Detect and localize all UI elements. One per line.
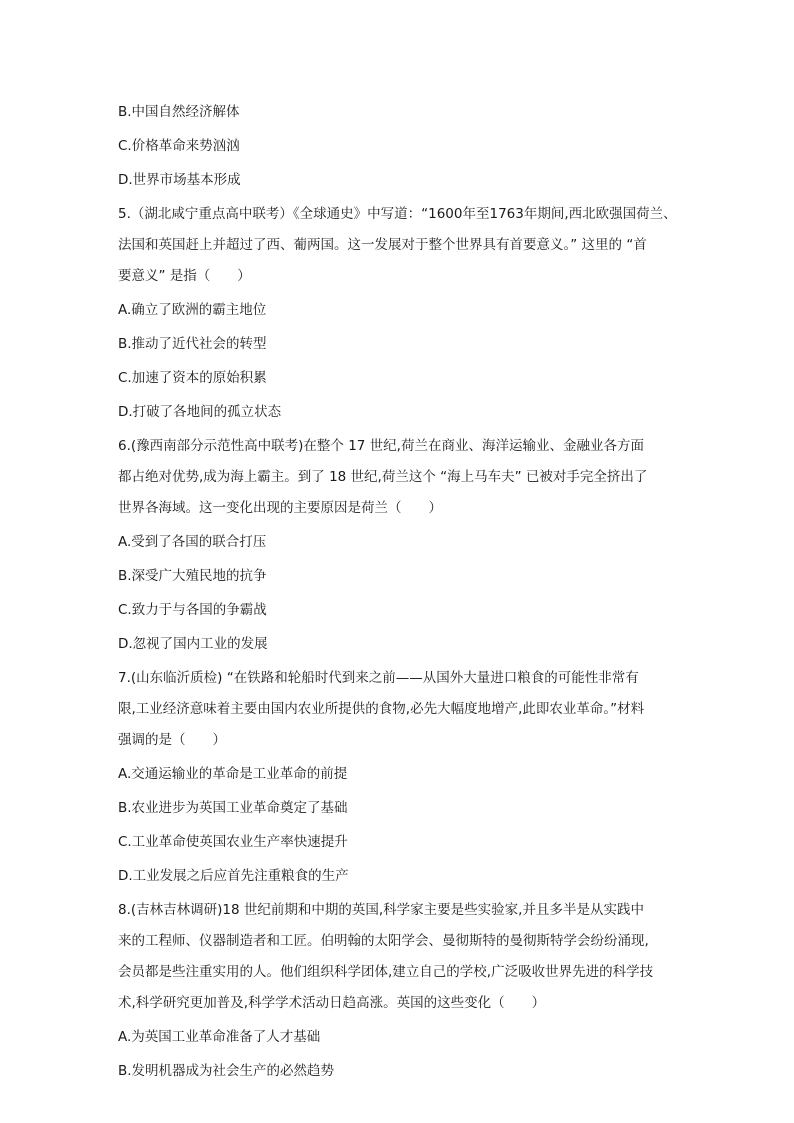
q8-stem-line-3: 会员都是些注重实用的人。他们组织科学团体,建立自己的学校,广泛吸收世界先进的科学技 xyxy=(118,964,654,980)
q5-stem-line-2: 法国和英国赶上并超过了西、葡两国。这一发展对于整个世界具有首要意义。” 这里的 “首 xyxy=(118,237,647,253)
q6-option-d: D.忽视了国内工业的发展 xyxy=(118,636,268,652)
q6-option-b: B.深受广大殖民地的抗争 xyxy=(118,568,267,584)
q6-stem-line-3: 世界各海域。这一变化出现的主要原因是荷兰（ ） xyxy=(118,500,442,516)
q8-stem-line-2: 来的工程师、仪器制造者和工匠。伯明翰的太阳学会、曼彻斯特的曼彻斯特学会纷纷涌现, xyxy=(118,933,649,949)
q7-stem-line-3: 强调的是（ ） xyxy=(118,732,226,748)
q6-stem-line-2: 都占绝对优势,成为海上霸主。到了 18 世纪,荷兰这个 “海上马车夫” 已被对手完全挤出了 xyxy=(118,469,648,485)
q8-stem-line-1: 8.(吉林吉林调研)18 世纪前期和中期的英国,科学家主要是些实验家,并且多半是从实践中 xyxy=(118,902,644,918)
q7-option-a: A.交通运输业的革命是工业革命的前提 xyxy=(118,766,348,782)
q6-stem-line-1: 6.(豫西南部分示范性高中联考)在整个 17 世纪,荷兰在商业、海洋运输业、金融业各方面 xyxy=(118,438,644,454)
q4-option-c: C.价格革命来势汹汹 xyxy=(118,138,240,154)
q8-stem-line-4: 术,科学研究更加普及,科学学术活动日趋高涨。英国的这些变化（ ） xyxy=(118,995,546,1011)
q7-option-d: D.工业发展之后应首先注重粮食的生产 xyxy=(118,868,349,884)
q6-option-c: C.致力于与各国的争霸战 xyxy=(118,602,267,618)
q5-option-c: C.加速了资本的原始积累 xyxy=(118,370,267,386)
q8-option-b: B.发明机器成为社会生产的必然趋势 xyxy=(118,1063,335,1079)
q7-stem-line-1: 7.(山东临沂质检) “在铁路和轮船时代到来之前——从国外大量进口粮食的可能性非常有 xyxy=(118,670,639,686)
q7-option-b: B.农业进步为英国工业革命奠定了基础 xyxy=(118,800,348,816)
q5-option-b: B.推动了近代社会的转型 xyxy=(118,336,267,352)
q6-option-a: A.受到了各国的联合打压 xyxy=(118,534,267,550)
q5-stem-line-3: 要意义” 是指（ ） xyxy=(118,268,251,284)
q8-option-a: A.为英国工业革命准备了人才基础 xyxy=(118,1029,321,1045)
q5-option-d: D.打破了各地间的孤立状态 xyxy=(118,404,282,420)
q7-stem-line-2: 限,工业经济意味着主要由国内农业所提供的食物,必先大幅度地增产,此即农业革命。”材料 xyxy=(118,701,645,717)
q4-option-d: D.世界市场基本形成 xyxy=(118,172,241,188)
q4-option-b: B.中国自然经济解体 xyxy=(118,104,240,120)
q5-stem-line-1: 5.（湖北咸宁重点高中联考）《全球通史》中写道：“1600年至1763年期间,西北欧强国荷兰、 xyxy=(118,206,677,222)
q7-option-c: C.工业革命使英国农业生产率快速提升 xyxy=(118,834,348,850)
q5-option-a: A.确立了欧洲的霸主地位 xyxy=(118,302,267,318)
